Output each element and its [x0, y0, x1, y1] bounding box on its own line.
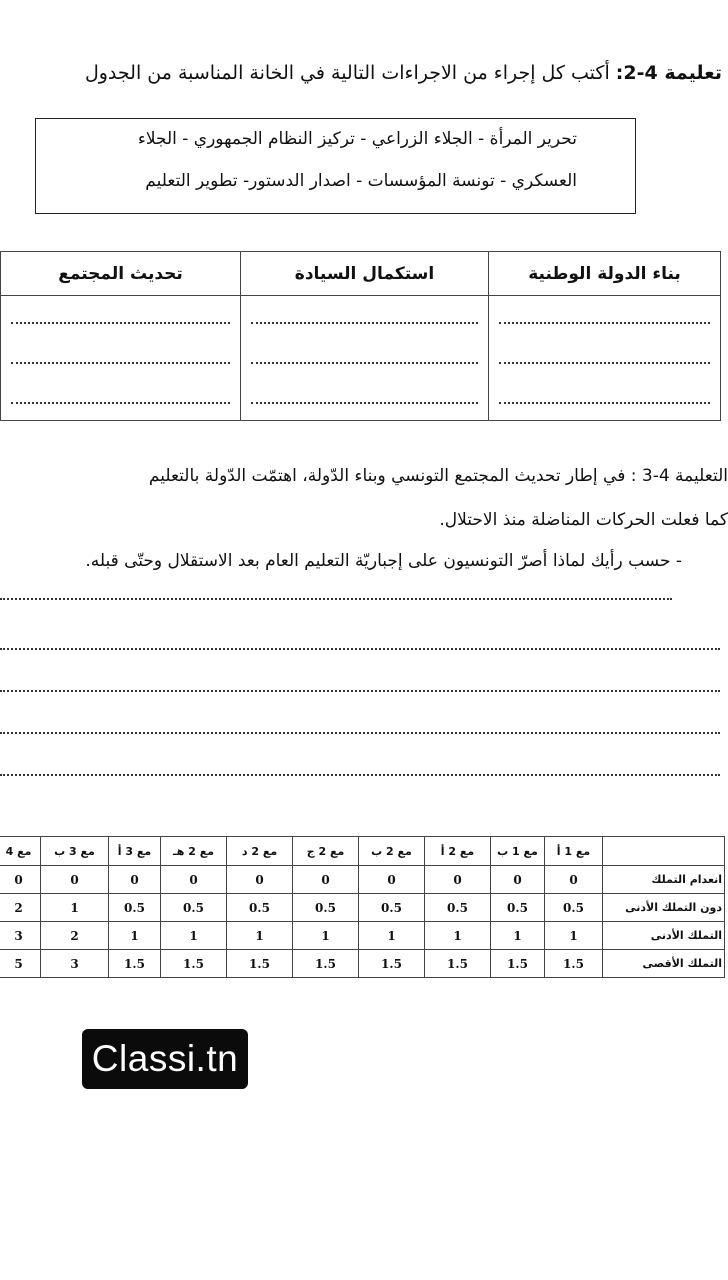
answer-cell-sovereignty[interactable] [241, 296, 489, 421]
instruction-4-3-line-1: التعليمة 4-3 : في إطار تحديث المجتمع التونسي وبناء الدّولة، اهتمّت الدّولة بالتعليم [148, 466, 728, 486]
criteria-header-c1a: مع 1 أ [545, 837, 603, 866]
score-cell: 0 [293, 866, 359, 894]
classification-table [0, 251, 721, 421]
answer-line[interactable] [0, 598, 672, 600]
instruction-4-2 [2, 62, 722, 84]
criteria-header-c3a: مع 3 أ [109, 837, 161, 866]
score-cell: 3 [0, 922, 41, 950]
answer-line[interactable] [0, 648, 720, 650]
criteria-header-empty [603, 837, 725, 866]
score-cell: 1 [227, 922, 293, 950]
score-cell: 1.5 [359, 950, 425, 978]
answer-line[interactable] [0, 732, 720, 734]
criteria-header-c4: مع 4 [0, 837, 41, 866]
criteria-header-row [0, 837, 725, 866]
score-cell: 0 [227, 866, 293, 894]
score-cell: 3 [41, 950, 109, 978]
row-label: انعدام التملك [603, 866, 725, 894]
score-cell: 1.5 [161, 950, 227, 978]
score-cell: 5 [0, 950, 41, 978]
classi-watermark: Classi.tn [82, 1029, 248, 1089]
question-text: - حسب رأيك لماذا أصرّ التونسيون على إجباريّة التعليم العام بعد الاستقلال وحتّى قبله. [85, 551, 682, 571]
row-label: دون التملك الأدنى [603, 894, 725, 922]
table-row [0, 894, 725, 922]
score-cell: 1 [161, 922, 227, 950]
score-cell: 0 [359, 866, 425, 894]
items-line-1: تحرير المرأة - الجلاء الزراعي - تركيز النظام الجمهوري - الجلاء [137, 129, 577, 149]
score-cell: 1.5 [491, 950, 545, 978]
answer-line[interactable] [0, 774, 720, 776]
score-cell: 0.5 [109, 894, 161, 922]
items-box [35, 118, 636, 214]
header-modernize-society: تحديث المجتمع [1, 252, 241, 296]
score-cell: 0.5 [491, 894, 545, 922]
instruction-number: تعليمة 4-2: [615, 62, 722, 84]
header-build-national-state: بناء الدولة الوطنية [489, 252, 721, 296]
score-cell: 1.5 [545, 950, 603, 978]
score-cell: 0 [0, 866, 41, 894]
score-cell: 1 [425, 922, 491, 950]
answer-cell-national-state[interactable] [489, 296, 721, 421]
answer-cell-modernize[interactable] [1, 296, 241, 421]
score-cell: 0.5 [293, 894, 359, 922]
score-cell: 1 [491, 922, 545, 950]
instruction-4-3-line-2: كما فعلت الحركات المناضلة منذ الاحتلال. [439, 510, 728, 530]
score-cell: 1 [41, 894, 109, 922]
table-row [0, 950, 725, 978]
criteria-header-c3b: مع 3 ب [41, 837, 109, 866]
score-cell: 1 [359, 922, 425, 950]
score-cell: 0.5 [425, 894, 491, 922]
criteria-header-c1b: مع 1 ب [491, 837, 545, 866]
instruction-text: أكتب كل إجراء من الاجراءات التالية في الخانة المناسبة من الجدول [84, 62, 616, 84]
header-complete-sovereignty: استكمال السيادة [241, 252, 489, 296]
score-cell: 1.5 [227, 950, 293, 978]
score-cell: 0.5 [359, 894, 425, 922]
score-cell: 0 [545, 866, 603, 894]
score-cell: 0 [491, 866, 545, 894]
row-label: التملك الأدنى [603, 922, 725, 950]
score-cell: 0.5 [161, 894, 227, 922]
score-cell: 0 [425, 866, 491, 894]
score-cell: 1.5 [293, 950, 359, 978]
criteria-header-c2j: مع 2 ج [293, 837, 359, 866]
score-cell: 2 [0, 894, 41, 922]
score-cell: 1.5 [109, 950, 161, 978]
score-cell: 1 [545, 922, 603, 950]
criteria-header-c2a: مع 2 أ [425, 837, 491, 866]
score-cell: 0 [109, 866, 161, 894]
score-cell: 2 [41, 922, 109, 950]
table-row [0, 922, 725, 950]
score-cell: 1.5 [425, 950, 491, 978]
score-cell: 1 [293, 922, 359, 950]
criteria-header-c2h: مع 2 هـ [161, 837, 227, 866]
criteria-header-c2d: مع 2 د [227, 837, 293, 866]
score-cell: 0 [161, 866, 227, 894]
criteria-header-c2b: مع 2 ب [359, 837, 425, 866]
score-cell: 0.5 [545, 894, 603, 922]
score-cell: 0.5 [227, 894, 293, 922]
items-line-2: العسكري - تونسة المؤسسات - اصدار الدستور- تطوير التعليم [145, 171, 577, 191]
score-cell: 1 [109, 922, 161, 950]
criteria-table [0, 836, 725, 978]
score-cell: 0 [41, 866, 109, 894]
answer-line[interactable] [0, 690, 720, 692]
row-label: التملك الأقصى [603, 950, 725, 978]
table-row [0, 866, 725, 894]
